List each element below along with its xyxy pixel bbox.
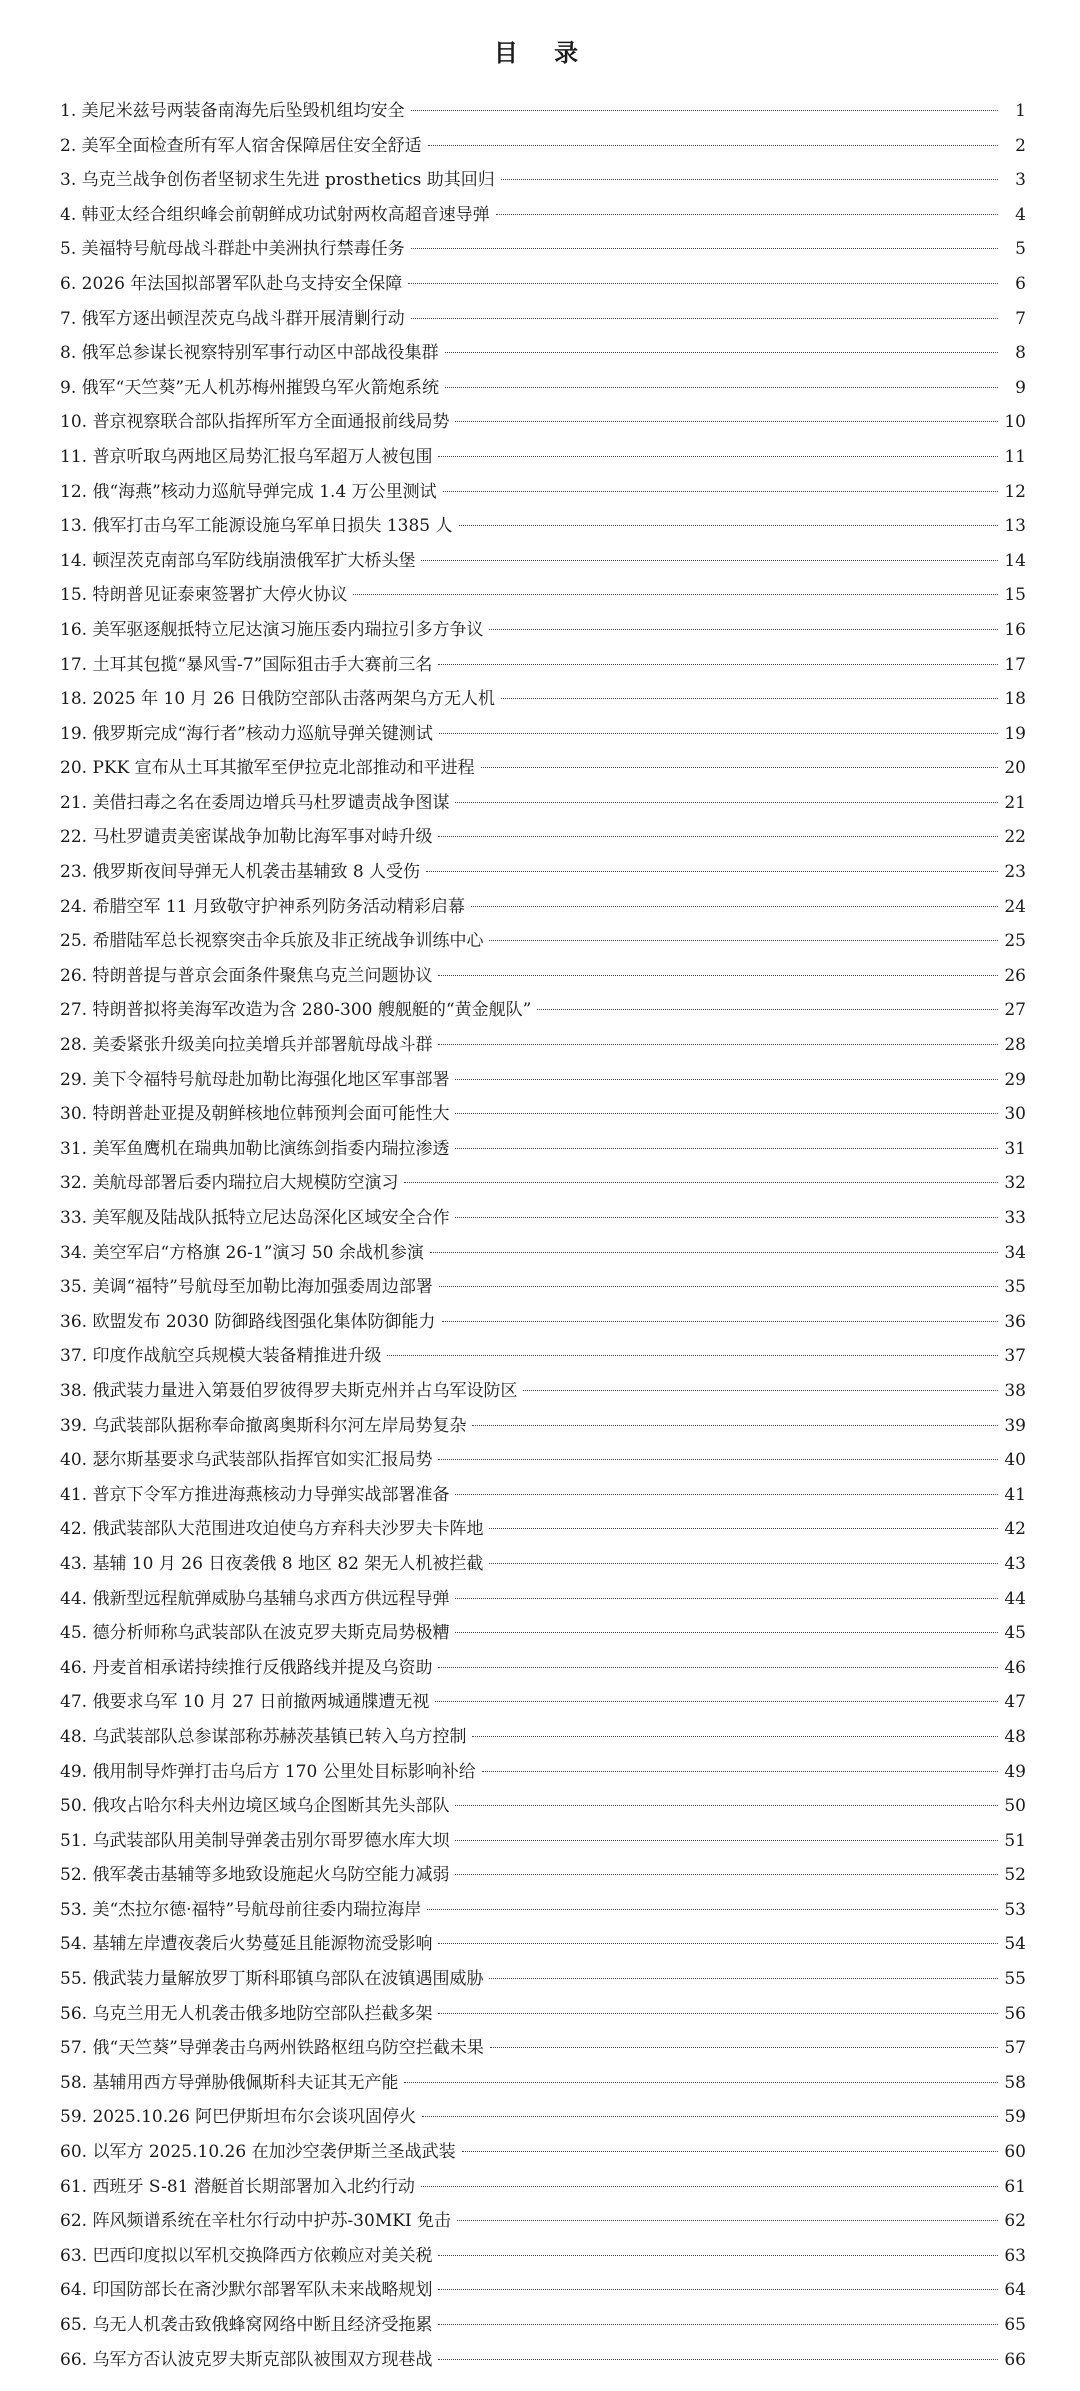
toc-dot-leader [438,2255,998,2256]
toc-page-number: 23 [1004,862,1026,883]
toc-dot-leader [411,110,998,111]
toc-dot-leader [489,940,998,941]
toc-dot-leader [438,836,998,837]
toc-entry[interactable] [60,613,1026,648]
toc-entry-title: 38. 俄武装力量进入第聂伯罗彼得罗夫斯克州并占乌军设防区 [60,1380,518,1401]
toc-entry[interactable] [60,717,1026,752]
toc-dot-leader [471,906,998,907]
toc-dot-leader [455,1598,998,1599]
toc-page-number: 26 [1004,965,1026,986]
toc-entry[interactable] [60,1236,1026,1271]
toc-dot-leader [455,1632,998,1633]
toc-entry-title: 33. 美军舰及陆战队抵特立尼达岛深化区域安全合作 [60,1208,450,1228]
toc-entry-title: 55. 俄武装力量解放罗丁斯科耶镇乌部队在波镇遇围威胁 [60,1969,484,1990]
toc-page-number: 52 [1004,1865,1026,1886]
toc-page-number: 39 [1004,1415,1026,1436]
toc-dot-leader [455,1113,998,1114]
toc-entry-title: 46. 丹麦首相承诺持续推行反俄路线并提及乌资助 [60,1657,433,1678]
toc-entry[interactable] [60,1685,1026,1720]
toc-dot-leader [489,629,998,630]
toc-entry-title: 30. 特朗普赴亚提及朝鲜核地位韩预判会面可能性大 [60,1104,450,1125]
toc-page-number: 30 [1004,1104,1026,1125]
toc-dot-leader [482,1771,998,1772]
toc-dot-leader [501,698,998,699]
toc-entry-title: 44. 俄新型远程航弹威胁乌基辅乌求西方供远程导弹 [60,1588,450,1609]
toc-page-number: 8 [1015,343,1026,364]
toc-entry[interactable] [60,1512,1026,1547]
toc-page-number: 64 [1004,2280,1026,2301]
toc-dot-leader [427,1909,998,1910]
toc-entry-title: 60. 以军方 2025.10.26 在加沙空袭伊斯兰圣战武装 [60,2142,456,2163]
toc-entry-title: 39. 乌武装部队据称奉命撤离奥斯科尔河左岸局势复杂 [60,1415,467,1436]
toc-entry[interactable] [60,1720,1026,1755]
toc-entry[interactable] [60,1616,1026,1651]
toc-page-number: 2 [1015,135,1026,156]
toc-page-number: 63 [1004,2245,1026,2266]
toc-dot-leader [481,767,998,768]
toc-dot-leader [496,214,998,215]
toc-page-number: 59 [1004,2107,1026,2128]
toc-entry[interactable] [60,1824,1026,1859]
toc-entry-title: 17. 土耳其包揽“暴风雪-7”国际狙击手大赛前三名 [60,654,433,675]
toc-entry-title: 36. 欧盟发布 2030 防御路线图强化集体防御能力 [60,1311,436,1332]
toc-entry[interactable] [60,1201,1026,1236]
toc-page-number: 24 [1004,896,1026,917]
toc-title: 目 录 [493,39,593,67]
toc-entry[interactable] [60,855,1026,890]
toc-entry[interactable] [60,1270,1026,1305]
toc-entry-title: 57. 俄“天竺葵”导弹袭击乌两州铁路枢纽乌防空拦截未果 [60,2038,484,2059]
toc-dot-leader [445,352,998,353]
toc-entry-title: 11. 普京听取乌两地区局势汇报乌军超万人被包围 [60,446,433,467]
toc-entry-title: 52. 俄军袭击基辅等多地致设施起火乌防空能力减弱 [60,1865,450,1886]
toc-entry-title: 13. 俄军打击乌军工能源设施乌军单日损失 1385 人 [60,516,453,537]
toc-dot-leader [422,2116,998,2117]
toc-entry-title: 10. 普京视察联合部队指挥所军方全面通报前线局势 [60,412,450,433]
toc-entry[interactable] [60,1443,1026,1478]
toc-page-number: 15 [1004,585,1026,606]
toc-dot-leader [421,2186,998,2187]
toc-entry[interactable] [60,924,1026,959]
toc-entry-title: 29. 美下令福特号航母赴加勒比海强化地区军事部署 [60,1069,450,1090]
toc-page-number: 42 [1004,1519,1026,1540]
toc-dot-leader [459,525,998,526]
toc-dot-leader [435,1701,998,1702]
toc-entry[interactable] [60,1305,1026,1340]
toc-dot-leader [438,456,998,457]
toc-page-number: 32 [1004,1173,1026,1194]
toc-entry[interactable] [60,94,1026,129]
toc-entry-title: 1. 美尼米兹号两装备南海先后坠毁机组均安全 [60,101,405,121]
toc-page-number: 21 [1004,792,1026,813]
toc-entry[interactable] [60,2135,1026,2170]
toc-page-number: 57 [1004,2038,1026,2059]
toc-dot-leader [442,1321,998,1322]
toc-entry-title: 18. 2025 年 10 月 26 日俄防空部队击落两架乌方无人机 [60,689,495,710]
toc-page-number: 1 [1015,101,1026,121]
toc-entry[interactable] [60,1789,1026,1824]
toc-page-number: 31 [1004,1138,1026,1159]
toc-dot-leader [438,2013,998,2014]
toc-dot-leader [438,664,998,665]
toc-dot-leader [438,1044,998,1045]
toc-dot-leader [537,1009,998,1010]
toc-page-number: 58 [1004,2072,1026,2093]
toc-entry-title: 56. 乌克兰用无人机袭击俄多地防空部队拦截多架 [60,2003,433,2024]
toc-page-number: 10 [1004,412,1026,433]
toc-dot-leader [411,318,998,319]
toc-entry[interactable] [60,993,1026,1028]
toc-entry-title: 14. 顿涅茨克南部乌军防线崩溃俄军扩大桥头堡 [60,550,416,571]
toc-dot-leader [443,491,998,492]
toc-entry[interactable] [60,1063,1026,1098]
toc-page-number: 22 [1004,827,1026,848]
toc-page-number: 29 [1004,1069,1026,1090]
toc-dot-leader [455,1805,998,1806]
toc-entry[interactable] [60,751,1026,786]
toc-entry[interactable] [60,1893,1026,1928]
toc-entry[interactable] [60,2170,1026,2205]
toc-dot-leader [455,1494,998,1495]
toc-page-number: 25 [1004,931,1026,952]
toc-page-number: 11 [1004,446,1026,467]
toc-entry[interactable] [60,405,1026,440]
toc-entry-title: 48. 乌武装部队总参谋部称苏赫茨基镇已转入乌方控制 [60,1726,467,1747]
toc-dot-leader [490,2047,998,2048]
toc-entry-title: 45. 德分析师称乌武装部队在波克罗夫斯克局势极糟 [60,1623,450,1644]
toc-page-number: 48 [1004,1726,1026,1747]
toc-entry-title: 7. 俄军方逐出顿涅茨克乌战斗群开展清剿行动 [60,308,405,329]
toc-entry[interactable] [60,1858,1026,1893]
toc-dot-leader [404,2082,998,2083]
toc-page-number: 33 [1004,1208,1026,1228]
toc-entry-title: 54. 基辅左岸遭夜袭后火势蔓延且能源物流受影响 [60,1934,433,1955]
toc-dot-leader [438,1943,998,1944]
toc-dot-leader [501,179,998,180]
toc-entry[interactable] [60,1478,1026,1513]
toc-entry-title: 65. 乌无人机袭击致俄蜂窝网络中断且经济受拖累 [60,2315,433,2335]
toc-page-number: 7 [1015,308,1026,329]
toc-dot-leader [430,1252,998,1253]
toc-entry[interactable] [60,1997,1026,2032]
toc-entry[interactable] [60,578,1026,613]
toc-dot-leader [439,733,998,734]
toc-entry[interactable] [60,475,1026,510]
toc-dot-leader [457,2220,998,2221]
toc-dot-leader [455,1840,998,1841]
toc-dot-leader [455,1079,998,1080]
toc-dot-leader [462,2151,998,2152]
toc-page-number: 45 [1004,1623,1026,1644]
toc-page-number: 14 [1004,550,1026,571]
toc-entry-title: 12. 俄“海燕”核动力巡航导弹完成 1.4 万公里测试 [60,481,437,502]
toc-entry-title: 2. 美军全面检查所有军人宿舍保障居住安全舒适 [60,135,422,156]
toc-page-number: 47 [1004,1692,1026,1713]
toc-entry-title: 32. 美航母部署后委内瑞拉启大规模防空演习 [60,1173,399,1194]
toc-entry-title: 16. 美军驱逐舰抵特立尼达演习施压委内瑞拉引多方争议 [60,619,484,640]
toc-entry-title: 9. 俄军“天竺葵”无人机苏梅州摧毁乌军火箭炮系统 [60,377,440,398]
toc-dot-leader [428,145,998,146]
toc-entry[interactable] [60,1339,1026,1374]
toc-entry[interactable] [60,959,1026,994]
toc-dot-leader [455,1217,998,1218]
toc-entry-title: 62. 阵风频谱系统在辛杜尔行动中护苏-30MKI 免击 [60,2211,452,2232]
toc-entry[interactable] [60,544,1026,579]
toc-page-number: 9 [1015,377,1026,398]
toc-page-number: 5 [1015,239,1026,260]
toc-dot-leader [408,283,998,284]
toc-dot-leader [455,1874,998,1875]
toc-entry-title: 25. 希腊陆军总长视察突击伞兵旅及非正统战争训练中心 [60,931,484,952]
toc-entry-title: 50. 俄攻占哈尔科夫州边境区域乌企图断其先头部队 [60,1796,450,1817]
toc-entry[interactable] [60,2066,1026,2101]
toc-entry-title: 43. 基辅 10 月 26 日夜袭俄 8 地区 82 架无人机被拦截 [60,1553,484,1574]
toc-page-number: 12 [1004,481,1026,502]
toc-dot-leader [438,2289,998,2290]
toc-entry[interactable] [60,2100,1026,2135]
toc-entry[interactable] [60,1962,1026,1997]
toc-entry-title: 61. 西班牙 S-81 潜艇首长期部署加入北约行动 [60,2176,415,2197]
toc-entry[interactable] [60,2031,1026,2066]
toc-page-number: 20 [1004,758,1026,779]
toc-entry-title: 63. 巴西印度拟以军机交换降西方依赖应对美关税 [60,2245,433,2266]
toc-entry[interactable] [60,1927,1026,1962]
toc-entry-title: 21. 美借扫毒之名在委周边增兵马杜罗谴责战争图谋 [60,792,450,813]
toc-entry-title: 41. 普京下令军方推进海燕核动力导弹实战部署准备 [60,1484,450,1505]
toc-entry-title: 22. 马杜罗谴责美密谋战争加勒比海军事对峙升级 [60,827,433,848]
toc-entry[interactable] [60,1132,1026,1167]
toc-entry[interactable] [60,2239,1026,2274]
toc-entry-title: 34. 美空军启“方格旗 26-1”演习 50 余战机参演 [60,1242,424,1263]
toc-entry-title: 27. 特朗普拟将美海军改造为含 280-300 艘舰艇的“黄金舰队” [60,1000,532,1021]
toc-page-number: 16 [1004,619,1026,640]
toc-list [60,94,1026,2377]
toc-entry[interactable] [60,1651,1026,1686]
toc-entry[interactable] [60,371,1026,406]
toc-page-number: 62 [1004,2211,1026,2232]
toc-page-number: 54 [1004,1934,1026,1955]
toc-entry-title: 24. 希腊空军 11 月致敬守护神系列防务活动精彩启幕 [60,896,465,917]
toc-page-number: 56 [1004,2003,1026,2024]
toc-entry[interactable] [60,1547,1026,1582]
toc-page-number: 60 [1004,2142,1026,2163]
toc-entry-title: 58. 基辅用西方导弹胁俄佩斯科夫证其无产能 [60,2072,399,2093]
toc-page-number: 13 [1004,516,1026,537]
toc-dot-leader [523,1390,998,1391]
toc-page-number: 43 [1004,1553,1026,1574]
toc-entry-title: 3. 乌克兰战争创伤者坚韧求生先进 prosthetics 助其回归 [60,170,495,191]
toc-dot-leader [489,1978,998,1979]
toc-entry[interactable] [60,2204,1026,2239]
toc-page-number: 51 [1004,1830,1026,1851]
toc-entry-title: 23. 俄罗斯夜间导弹无人机袭击基辅致 8 人受伤 [60,862,421,883]
toc-page-number: 65 [1004,2315,1026,2335]
toc-page-number: 40 [1004,1450,1026,1471]
toc-page-number: 17 [1004,654,1026,675]
toc-page-number: 36 [1004,1311,1026,1332]
toc-dot-leader [472,1736,998,1737]
toc-entry[interactable] [60,2343,1026,2378]
toc-entry[interactable] [60,267,1026,302]
toc-entry[interactable] [60,820,1026,855]
toc-page-number: 55 [1004,1969,1026,1990]
toc-entry-title: 64. 印国防部长在斋沙默尔部署军队未来战略规划 [60,2280,433,2301]
toc-dot-leader [353,594,998,595]
toc-entry-title: 49. 俄用制导炸弹打击乌后方 170 公里处目标影响补给 [60,1761,476,1782]
toc-page-number: 18 [1004,689,1026,710]
toc-entry[interactable] [60,1374,1026,1409]
toc-dot-leader [455,421,998,422]
toc-entry-title: 37. 印度作战航空兵规模大装备精推进升级 [60,1346,382,1367]
toc-entry-title: 51. 乌武装部队用美制导弹袭击别尔哥罗德水库大坝 [60,1830,450,1851]
toc-entry[interactable] [60,1166,1026,1201]
toc-dot-leader [426,871,998,872]
toc-entry[interactable] [60,198,1026,233]
toc-entry-title: 26. 特朗普提与普京会面条件聚焦乌克兰问题协议 [60,965,433,986]
toc-entry[interactable] [60,648,1026,683]
toc-dot-leader [489,1528,998,1529]
toc-page-number: 41 [1004,1484,1026,1505]
toc-entry[interactable] [60,129,1026,164]
toc-page-number: 34 [1004,1242,1026,1263]
toc-entry-title: 8. 俄军总参谋长视察特别军事行动区中部战役集群 [60,343,439,364]
toc-page-number: 3 [1015,170,1026,191]
toc-entry-title: 28. 美委紧张升级美向拉美增兵并部署航母战斗群 [60,1035,433,1056]
toc-dot-leader [439,1286,998,1287]
toc-dot-leader [438,2324,998,2325]
toc-dot-leader [438,1667,998,1668]
toc-entry[interactable] [60,682,1026,717]
toc-entry[interactable] [60,336,1026,371]
toc-entry[interactable] [60,163,1026,198]
toc-entry[interactable] [60,509,1026,544]
toc-entry-title: 35. 美调“福特”号航母至加勒比海加强委周边部署 [60,1277,433,1298]
toc-entry[interactable] [60,890,1026,925]
toc-page-number: 38 [1004,1380,1026,1401]
toc-page-number: 49 [1004,1761,1026,1782]
toc-entry-title: 20. PKK 宣布从土耳其撤军至伊拉克北部推动和平进程 [60,758,475,779]
toc-dot-leader [438,975,998,976]
toc-page-number: 27 [1004,1000,1026,1021]
toc-dot-leader [438,1459,998,1460]
toc-entry[interactable] [60,302,1026,337]
toc-entry-title: 42. 俄武装部队大范围进攻迫使乌方弃科夫沙罗夫卡阵地 [60,1519,484,1540]
toc-page-number: 66 [1004,2349,1026,2370]
toc-dot-leader [421,560,998,561]
toc-entry[interactable] [60,2273,1026,2308]
toc-entry-title: 6. 2026 年法国拟部署军队赴乌支持安全保障 [60,273,403,294]
toc-entry[interactable] [60,1097,1026,1132]
toc-entry[interactable] [60,2308,1026,2343]
toc-dot-leader [411,248,998,249]
toc-page-number: 37 [1004,1346,1026,1367]
toc-entry-title: 31. 美军鱼鹰机在瑞典加勒比演练剑指委内瑞拉渗透 [60,1138,450,1159]
toc-entry[interactable] [60,232,1026,267]
toc-entry-title: 59. 2025.10.26 阿巴伊斯坦布尔会谈巩固停火 [60,2107,417,2128]
toc-entry[interactable] [60,440,1026,475]
toc-entry-title: 15. 特朗普见证泰柬签署扩大停火协议 [60,585,348,606]
toc-entry-title: 47. 俄要求乌军 10 月 27 日前撤两城通牒遭无视 [60,1692,430,1713]
toc-page-number: 50 [1004,1796,1026,1817]
toc-dot-leader [489,1563,998,1564]
toc-dot-leader [455,802,998,803]
toc-entry[interactable] [60,1409,1026,1444]
toc-page-number: 61 [1004,2176,1026,2197]
toc-page-number: 4 [1015,204,1026,225]
toc-page-number: 28 [1004,1035,1026,1056]
toc-dot-leader [472,1425,998,1426]
toc-entry[interactable] [60,1582,1026,1617]
toc-page-number: 44 [1004,1588,1026,1609]
toc-dot-leader [438,2359,998,2360]
toc-entry-title: 53. 美“杰拉尔德·福特”号航母前往委内瑞拉海岸 [60,1899,422,1920]
toc-entry[interactable] [60,1028,1026,1063]
toc-page-number: 53 [1004,1899,1026,1920]
toc-entry[interactable] [60,1755,1026,1790]
toc-entry-title: 66. 乌军方否认波克罗夫斯克部队被围双方现巷战 [60,2349,433,2370]
toc-dot-leader [404,1182,998,1183]
toc-dot-leader [455,1148,998,1149]
toc-page-number: 6 [1015,273,1026,294]
toc-entry[interactable] [60,786,1026,821]
toc-page-number: 46 [1004,1657,1026,1678]
toc-entry-title: 40. 瑟尔斯基要求乌武装部队指挥官如实汇报局势 [60,1450,433,1471]
toc-dot-leader [445,387,998,388]
toc-page-number: 19 [1004,723,1026,744]
toc-entry-title: 4. 韩亚太经合组织峰会前朝鲜成功试射两枚高超音速导弹 [60,204,490,225]
toc-dot-leader [387,1355,998,1356]
toc-page-number: 35 [1004,1277,1026,1298]
toc-entry-title: 5. 美福特号航母战斗群赴中美洲执行禁毒任务 [60,239,405,260]
toc-entry-title: 19. 俄罗斯完成“海行者”核动力巡航导弹关键测试 [60,723,433,744]
